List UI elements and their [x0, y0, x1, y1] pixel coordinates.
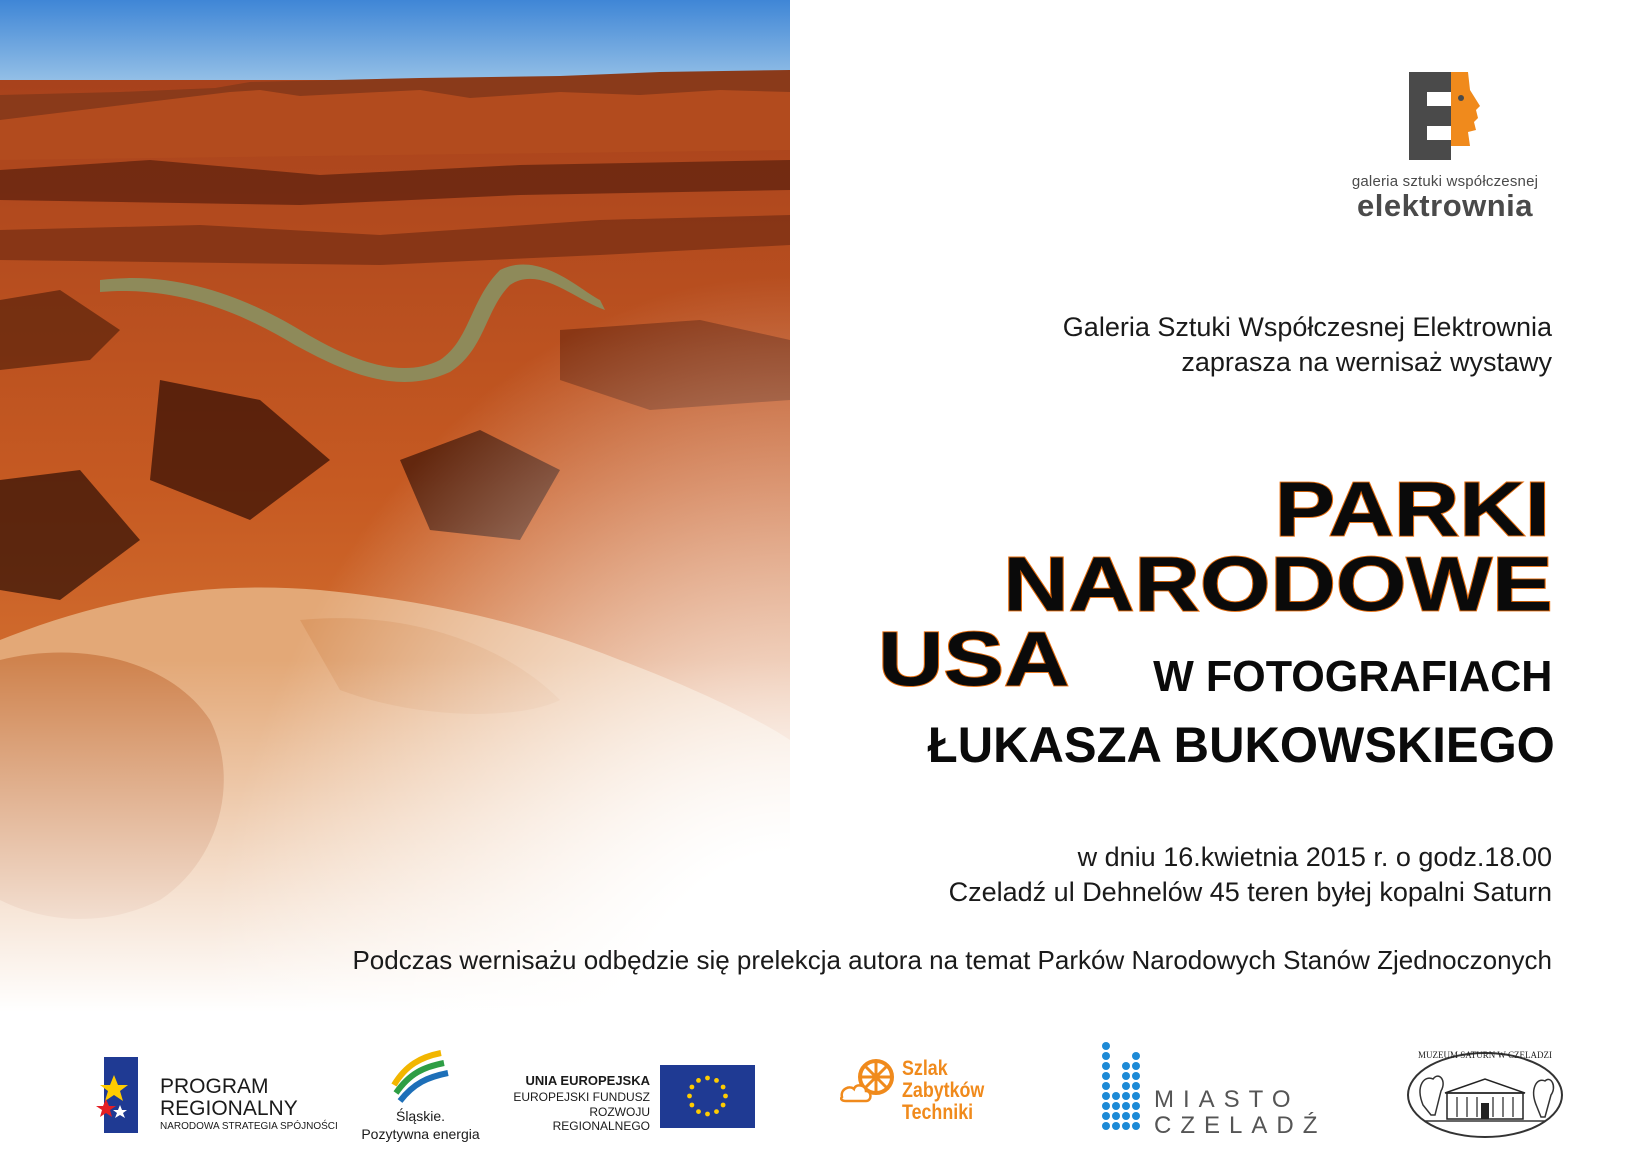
szlak-line-1: Szlak	[902, 1057, 948, 1080]
title-line-author: ŁUKASZA BUKOWSKIEGO	[927, 717, 1555, 773]
program-regionalny-logo	[92, 1055, 352, 1135]
canyon-photo	[0, 0, 790, 1100]
eu-line-3: ROZWOJU REGIONALNEGO	[552, 1105, 650, 1133]
gallery-logo-mark-icon	[1330, 70, 1560, 170]
slaskie-line-1: Śląskie.	[395, 1108, 446, 1124]
muzeum-name: MUZEUM SATURN W CZELADZI	[1418, 1050, 1552, 1060]
title-line-usa: USA	[878, 615, 1070, 702]
title-line-w-fotografiach: W FOTOGRAFIACH	[1152, 652, 1552, 701]
eu-line-2: EUROPEJSKI FUNDUSZ	[513, 1090, 650, 1104]
event-date: w dniu 16.kwietnia 2015 r. o godz.18.00	[1077, 842, 1552, 872]
slaskie-waves-icon	[386, 1045, 456, 1105]
program-line-3: NARODOWA STRATEGIA SPÓJNOŚCI	[160, 1121, 338, 1132]
event-place: Czeladź ul Dehnelów 45 teren byłej kopalni Saturn	[948, 877, 1552, 907]
slaskie-logo	[358, 1045, 483, 1145]
program-regionalny-icon	[92, 1055, 142, 1135]
eu-logo	[490, 1065, 755, 1133]
gallery-logo-name: elektrownia	[1356, 188, 1534, 223]
gallery-logo-subtitle: galeria sztuki współczesnej	[1351, 173, 1539, 190]
szlak-line-3: Techniki	[902, 1101, 974, 1124]
invitation-line-2: zaprasza na wernisaż wystawy	[1181, 347, 1552, 377]
miasto-line-1: MIASTO	[1154, 1086, 1300, 1113]
muzeum-saturn-logo	[1405, 1045, 1565, 1140]
slaskie-line-2: Pozytywna energia	[361, 1126, 480, 1142]
miasto-line-2: CZELADŹ	[1154, 1112, 1327, 1139]
szlak-line-2: Zabytków	[902, 1079, 985, 1102]
invitation-line-1: Galeria Sztuki Współczesnej Elektrownia	[1062, 312, 1552, 342]
title-line-parki: PARKI	[1274, 465, 1550, 552]
eu-line-1: UNIA EUROPEJSKA	[525, 1073, 650, 1088]
szlak-logo	[840, 1055, 1010, 1135]
title-line-narodowe: NARODOWE	[1003, 540, 1553, 627]
program-line-2: REGIONALNY	[160, 1097, 298, 1120]
event-lecture: Podczas wernisażu odbędzie się prelekcja autora na temat Parków Narodowych Stanów Zjednoczonych	[352, 945, 1552, 975]
eu-flag-icon	[660, 1065, 755, 1128]
miasto-czeladz-logo	[1098, 1040, 1327, 1139]
szlak-gear-icon	[840, 1055, 900, 1110]
miasto-dots-icon	[1098, 1040, 1148, 1135]
program-line-1: PROGRAM	[160, 1075, 269, 1098]
gallery-logo	[1330, 70, 1560, 230]
